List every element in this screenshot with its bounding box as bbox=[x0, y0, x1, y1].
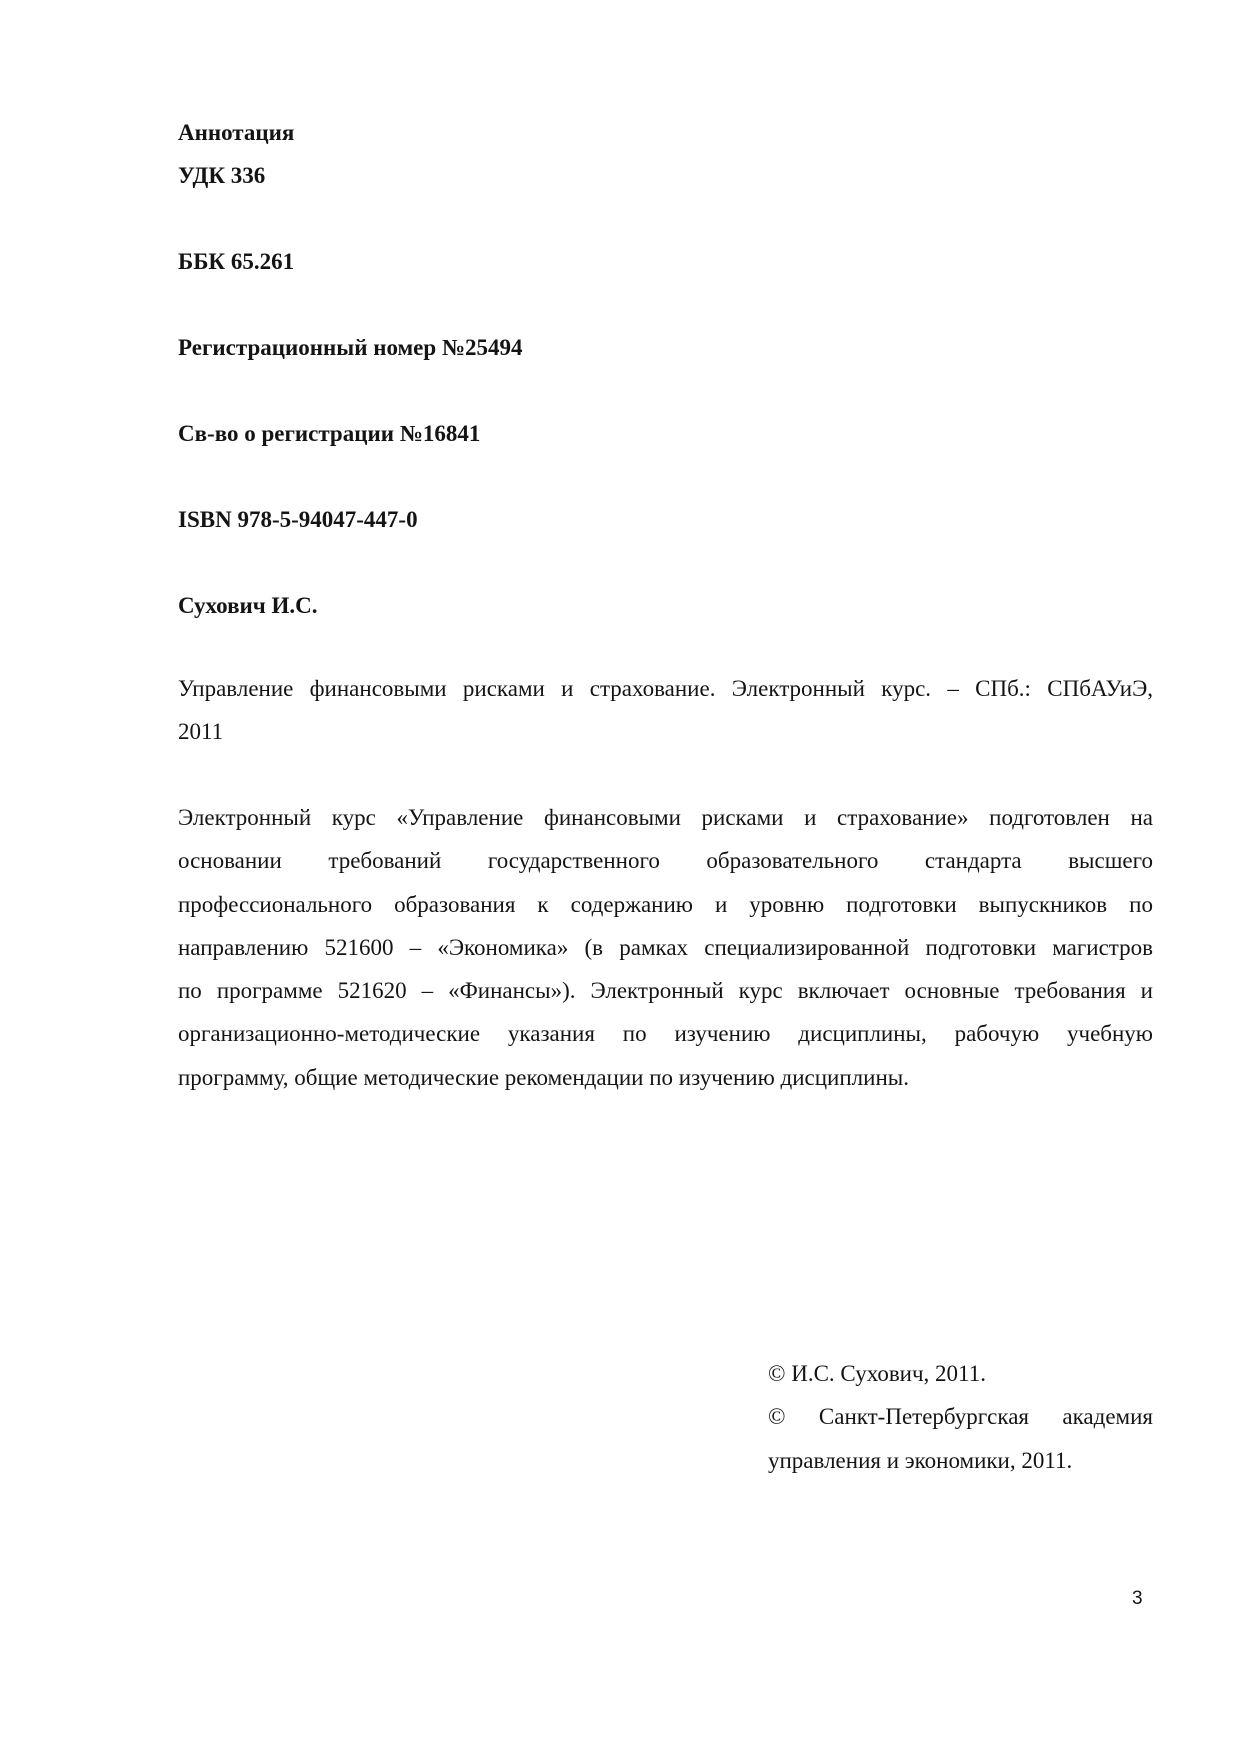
bbk-code: ББК 65.261 bbox=[178, 249, 295, 274]
registration-certificate: Св-во о регистрации №16841 bbox=[178, 421, 481, 446]
copyright-institution: © Санкт-Петербургская академия bbox=[768, 1404, 1153, 1430]
copyright-author: © И.С. Сухович, 2011. bbox=[768, 1361, 986, 1386]
abstract-paragraph bbox=[178, 796, 1153, 1099]
citation-paragraph bbox=[178, 667, 1153, 754]
abstract-line: направлению 521600 – «Экономика» (в рамках специализированной подготовки магистров bbox=[178, 934, 1153, 960]
abstract-line: профессионального образования к содержанию и уровню подготовки выпускников по bbox=[178, 891, 1153, 917]
copyright-block bbox=[768, 1352, 1153, 1482]
abstract-line: основании требований государственного образовательного стандарта высшего bbox=[178, 848, 1153, 874]
copyright-institution-cont: управления и экономики, 2011. bbox=[768, 1447, 1073, 1473]
registration-number: Регистрационный номер №25494 bbox=[178, 335, 523, 360]
isbn: ISBN 978-5-94047-447-0 bbox=[178, 507, 418, 532]
abstract-line: организационно-методические указания по изучению дисциплины, рабочую учебную bbox=[178, 1021, 1153, 1047]
annotation-heading: Аннотация bbox=[178, 120, 295, 145]
author-name: Сухович И.С. bbox=[178, 593, 318, 618]
citation-line: 2011 bbox=[178, 719, 224, 745]
abstract-line: программу, общие методические рекомендации по изучению дисциплины. bbox=[178, 1064, 909, 1090]
udk-code: УДК 336 bbox=[178, 163, 266, 188]
abstract-line: по программе 521620 – «Финансы»). Электронный курс включает основные требования и bbox=[178, 978, 1153, 1004]
page-number: 3 bbox=[1132, 1588, 1143, 1609]
abstract-line: Электронный курс «Управление финансовыми рисками и страхование» подготовлен на bbox=[178, 805, 1153, 830]
citation-line: Управление финансовыми рисками и страхование. Электронный курс. – СПб.: СПбАУиЭ, bbox=[178, 676, 1153, 701]
